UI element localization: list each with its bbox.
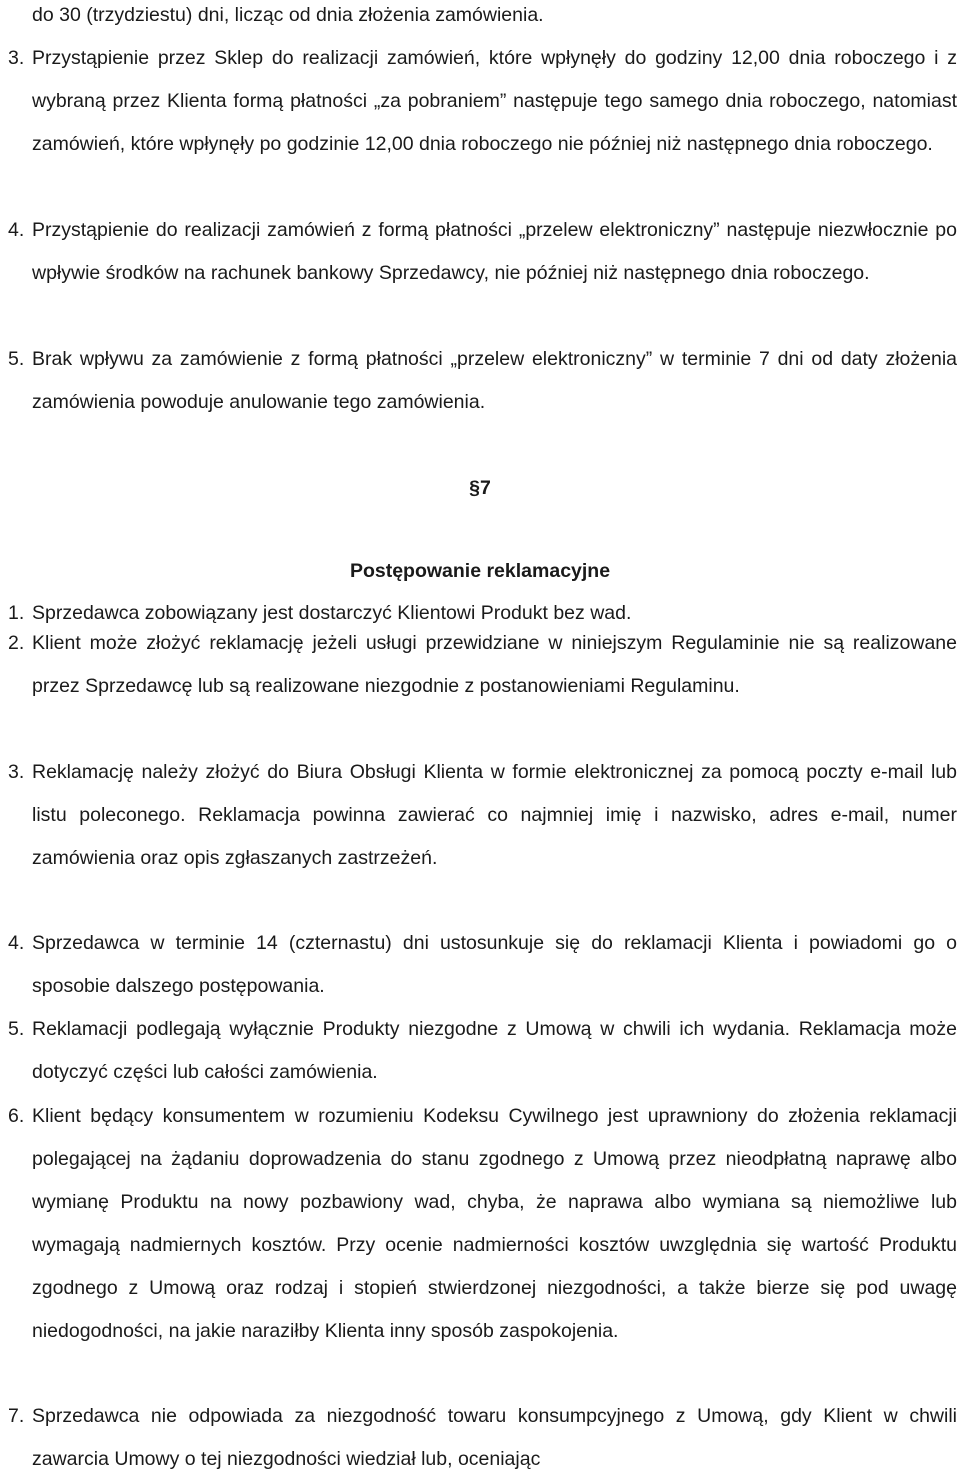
item-number: 1.	[8, 602, 25, 624]
item-text: Przystąpienie przez Sklep do realizacji zamówień, które wpłynęły do godziny 12,00 dnia roboczego i z wybraną przez Klienta formą płatności „za pobraniem” następuje tego samego dnia roboczego, natomiast zamówień, które wpłynęły po godzinie 12,00 dnia roboczego nie później niż następnego dnia roboczego.	[32, 47, 957, 155]
section-title: Postępowanie reklamacyjne	[349, 560, 611, 582]
section-number: §7	[469, 477, 491, 499]
item-number: 4.	[8, 219, 25, 241]
item-number: 5.	[8, 348, 25, 370]
item-number: 4.	[8, 932, 25, 954]
item-text: Sprzedawca w terminie 14 (czternastu) dni ustosunkuje się do reklamacji Klienta i powiadomi go o sposobie dalszego postępowania.	[32, 932, 957, 997]
item-text: Reklamację należy złożyć do Biura Obsługi Klienta w formie elektronicznej za pomocą poczty e-mail lub listu poleconego. Reklamacja powinna zawierać co najmniej imię i nazwisko, adres e-mail, numer zamówienia oraz opis zgłaszanych zastrzeżeń.	[32, 761, 957, 869]
intro-line: do 30 (trzydziestu) dni, licząc od dnia złożenia zamówienia.	[32, 4, 544, 26]
item-text: Klient będący konsumentem w rozumieniu Kodeksu Cywilnego jest uprawniony do złożenia reklamacji polegającej na żądaniu doprowadzenia do stanu zgodnego z Umową przez nieodpłatną naprawę albo wymianę Produktu na nowy pozbawiony wad, chyba, że naprawa albo wymiana są niemożliwe lub wymagają nadmiernych kosztów. Przy ocenie nadmierności kosztów uwzględnia się wartość Produktu zgodnego z Umową oraz rodzaj i stopień stwierdzonej niezgodności, a także bierze się pod uwagę niedogodności, na jakie naraziłby Klienta inny sposób zaspokojenia.	[32, 1105, 957, 1342]
item-text: Brak wpływu za zamówienie z formą płatności „przelew elektroniczny” w terminie 7 dni od daty złożenia zamówienia powoduje anulowanie tego zamówienia.	[32, 348, 957, 413]
item-text: Przystąpienie do realizacji zamówień z formą płatności „przelew elektroniczny” następuje niezwłocznie po wpływie środków na rachunek bankowy Sprzedawcy, nie później niż następnego dnia roboczego.	[32, 219, 957, 284]
item-number: 7.	[8, 1405, 25, 1427]
item-number: 3.	[8, 761, 25, 783]
item-number: 3.	[8, 47, 25, 69]
item-text: Klient może złożyć reklamację jeżeli usługi przewidziane w niniejszym Regulaminie nie są realizowane przez Sprzedawcę lub są realizowane niezgodnie z postanowieniami Regulaminu.	[32, 632, 957, 697]
item-text: Sprzedawca nie odpowiada za niezgodność towaru konsumpcyjnego z Umową, gdy Klient w chwili zawarcia Umowy o tej niezgodności wiedział lub, oceniając	[32, 1405, 957, 1470]
item-number: 2.	[8, 632, 25, 654]
item-number: 6.	[8, 1105, 25, 1127]
item-text: Sprzedawca zobowiązany jest dostarczyć Klientowi Produkt bez wad.	[32, 602, 632, 624]
item-text: Reklamacji podlegają wyłącznie Produkty niezgodne z Umową w chwili ich wydania. Reklamacja może dotyczyć części lub całości zamówienia.	[32, 1018, 957, 1083]
item-number: 5.	[8, 1018, 25, 1040]
